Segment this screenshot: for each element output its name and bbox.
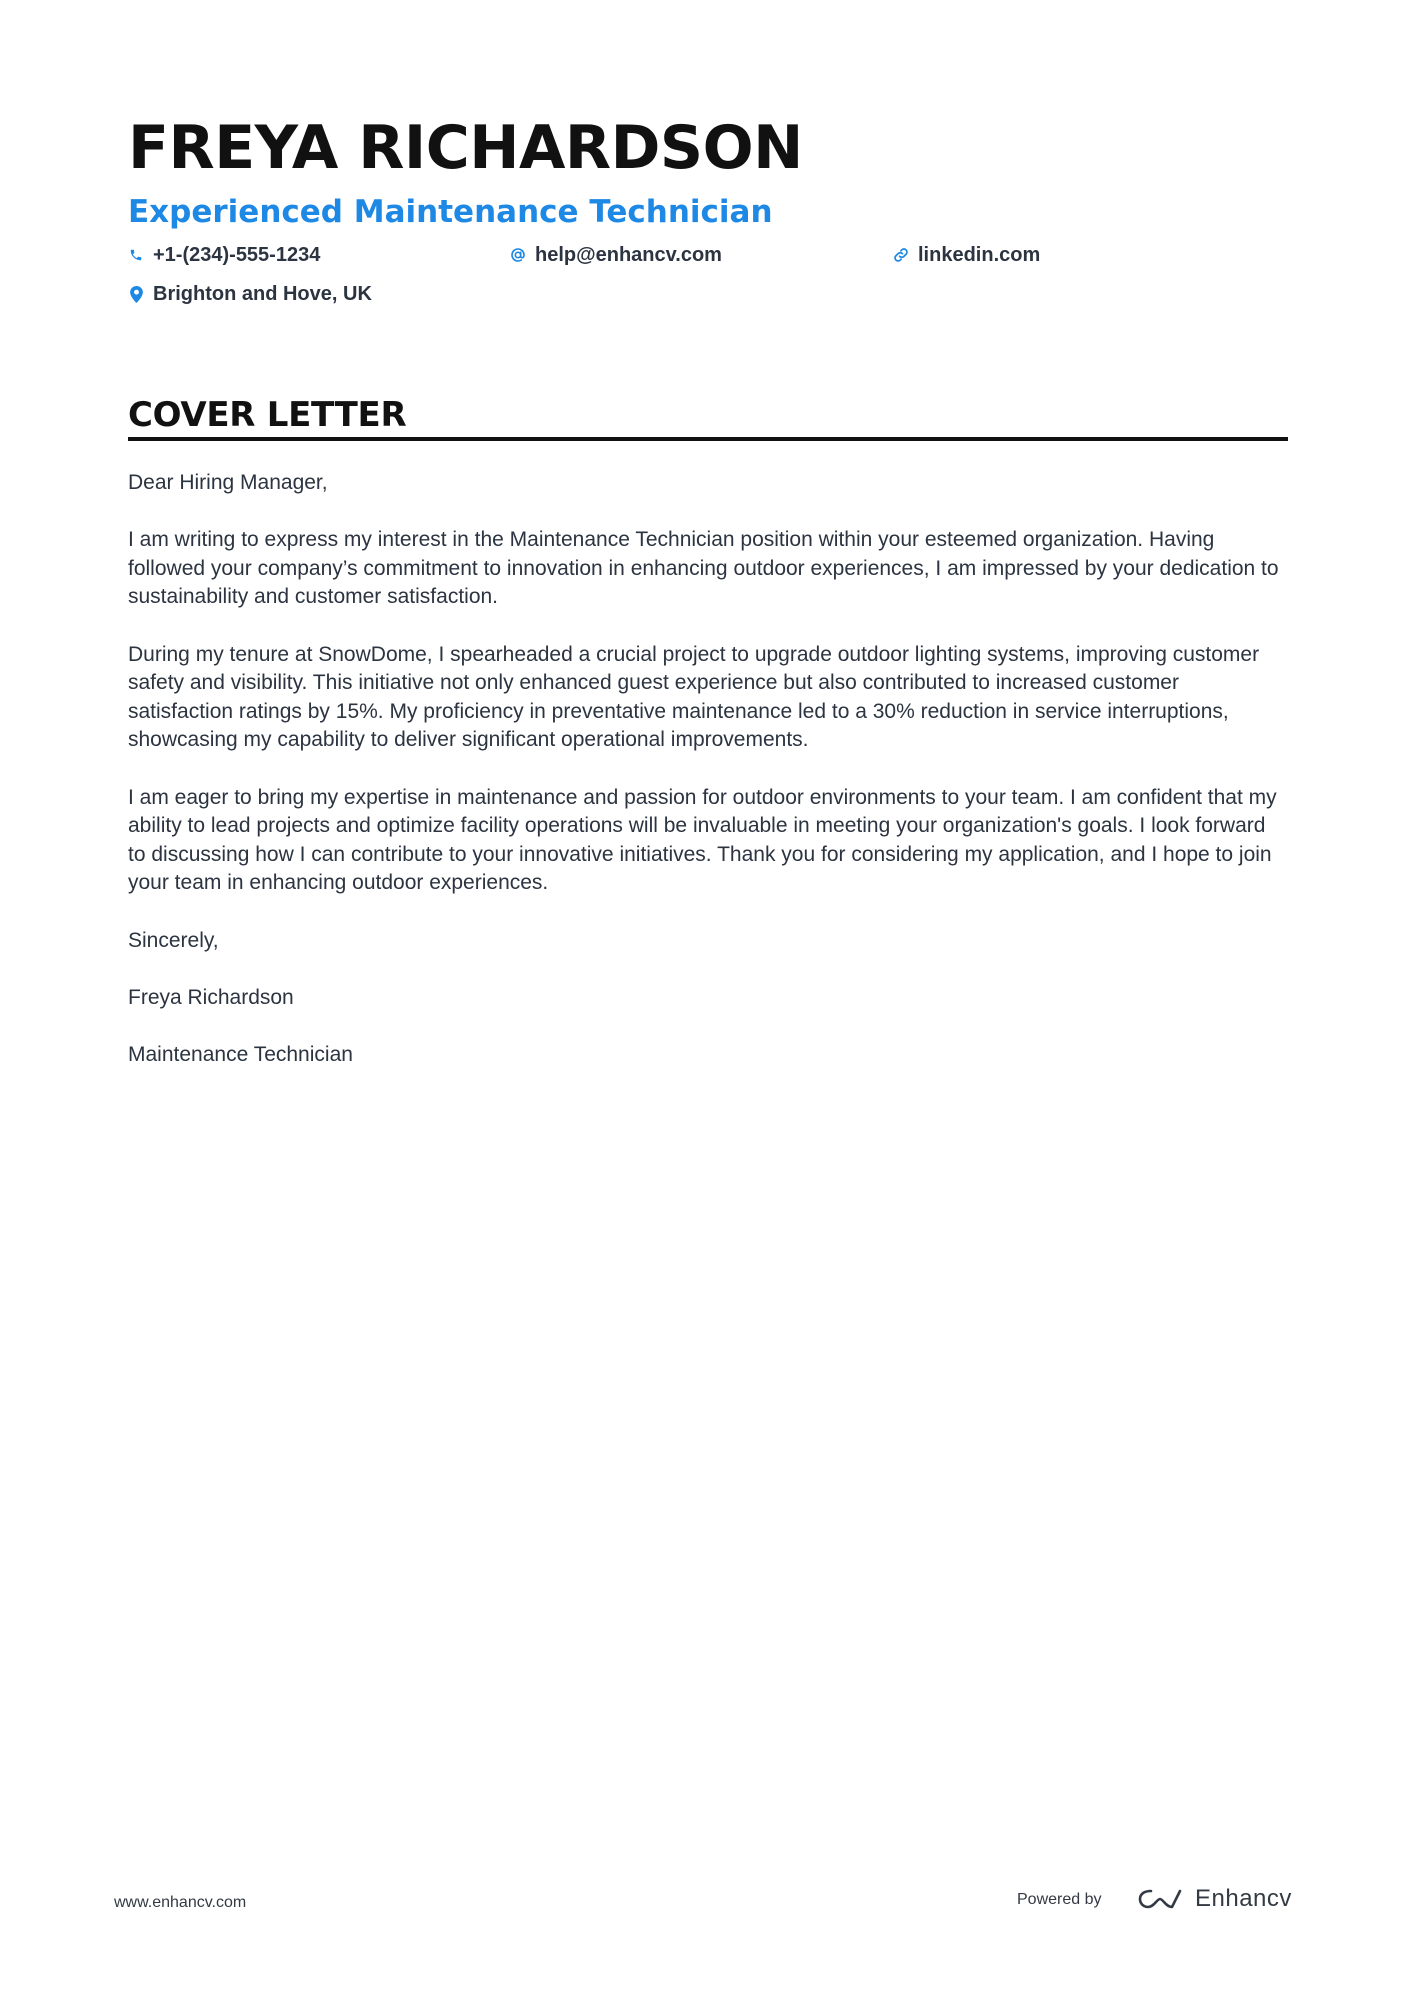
candidate-name: FREYA RICHARDSON [128, 113, 803, 183]
letter-paragraph: I am eager to bring my expertise in maintenance and passion for outdoor environments to your team. I am confident that my ability to lead projects and optimize facility operations will be invaluable in meeting your organization's goals. I look forward to discussing how I can contribute to your innovative initiatives. Thank you for considering my application, and I hope to join your team in enhancing outdoor experiences. [128, 785, 1277, 895]
contact-email[interactable] [510, 241, 722, 269]
signature-title: Maintenance Technician [128, 1042, 353, 1066]
powered-by-label: Powered by [1017, 1891, 1102, 1908]
signature-name: Freya Richardson [128, 985, 294, 1009]
location-text: Brighton and Hove, UK [153, 283, 372, 305]
website-text: linkedin.com [918, 244, 1041, 266]
brand-name: Enhancv [1195, 1885, 1292, 1912]
footer-url[interactable]: www.enhancv.com [114, 1894, 247, 1911]
letter-paragraph: I am writing to express my interest in the Maintenance Technician position within your esteemed organization. Having followed your company’s commitment to innovation in enhancing outdoor experiences, I am impressed by your dedication to sustainability and customer satisfaction. [128, 528, 1279, 609]
at-icon [510, 246, 526, 264]
letter-paragraph: During my tenure at SnowDome, I spearheaded a crucial project to upgrade outdoor lighting systems, improving customer safety and visibility. This initiative not only enhanced guest experience but also contributed to increased customer satisfaction ratings by 15%. My proficiency in preventative maintenance led to a 30% reduction in service interruptions, showcasing my capability to deliver significant operational improvements. [128, 642, 1260, 752]
contact-phone[interactable] [128, 241, 320, 269]
contact-location [128, 280, 372, 308]
contact-website[interactable] [893, 241, 1040, 269]
letter-greeting: Dear Hiring Manager, [128, 471, 328, 494]
link-icon [893, 246, 909, 264]
phone-icon [128, 246, 144, 264]
candidate-title: Experienced Maintenance Technician [128, 194, 773, 230]
email-text: help@enhancv.com [535, 244, 722, 266]
location-pin-icon [128, 285, 144, 303]
letter-closing: Sincerely, [128, 928, 219, 952]
phone-text: +1-(234)-555-1234 [153, 244, 321, 266]
letter-body [128, 469, 1288, 1098]
section-divider [128, 437, 1288, 441]
section-title: COVER LETTER [128, 395, 407, 435]
enhancv-logo-icon [1137, 1887, 1183, 1911]
brand-logo[interactable] [1137, 1884, 1292, 1914]
